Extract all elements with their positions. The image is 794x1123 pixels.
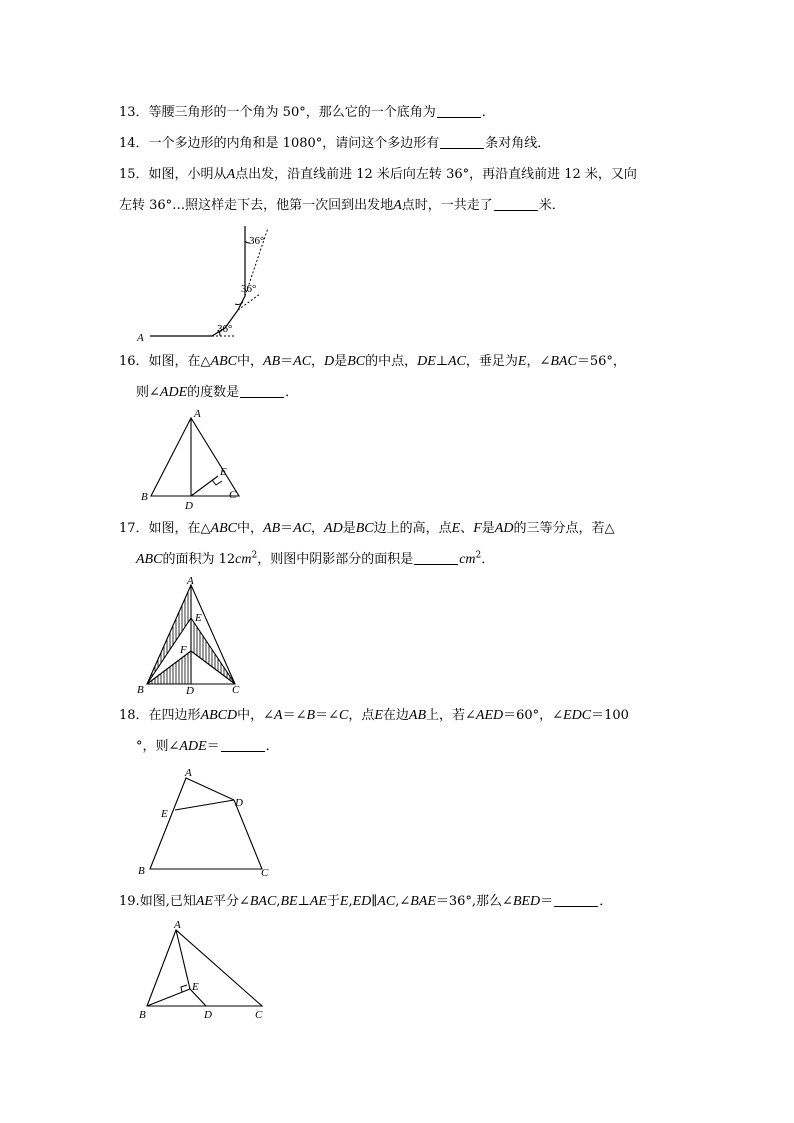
figure-16 — [138, 410, 248, 510]
text: 的面积为 12 — [162, 552, 236, 567]
question-13 — [119, 104, 495, 122]
point-label-B: B — [141, 491, 148, 503]
point-label-A: A — [185, 767, 192, 779]
figure-17 — [130, 576, 250, 698]
point-label-D: D — [235, 797, 243, 809]
question-16-cont — [136, 384, 298, 402]
point-label-D: D — [186, 685, 194, 697]
text: 的三等分点，若△ — [513, 521, 615, 536]
text: 边上的高，点 — [373, 521, 452, 536]
text: ＝∠ — [282, 708, 307, 723]
angle-label-2: 36° — [241, 283, 257, 295]
answer-blank[interactable] — [494, 197, 538, 211]
point-label-E: E — [195, 612, 202, 624]
var: AB — [408, 708, 427, 723]
var: BAE — [410, 894, 436, 909]
var: AE — [309, 894, 327, 909]
point-label-E: E — [161, 808, 168, 820]
text: 的度数是 — [187, 385, 240, 400]
answer-blank[interactable] — [440, 135, 484, 149]
question-number: 13． — [119, 105, 149, 120]
text: ⊥ — [435, 354, 448, 369]
text: ． — [265, 739, 279, 754]
question-18-cont — [136, 738, 279, 756]
var: BED — [512, 894, 541, 909]
point-label-D: D — [185, 500, 193, 512]
var: B — [306, 708, 316, 723]
text: 上，若∠ — [426, 708, 476, 723]
text: 如图，在△ — [148, 354, 211, 369]
figure-19 — [134, 918, 274, 1023]
punct: ． — [481, 105, 495, 120]
var: ED — [352, 894, 372, 909]
question-19 — [119, 893, 612, 911]
path-line — [150, 226, 245, 336]
question-15 — [119, 166, 637, 184]
triangle-ABC — [147, 930, 262, 1006]
question-text: 一个多边形的内角和是 1080°，请问这个多边形有 — [148, 136, 440, 151]
superscript: 2 — [475, 550, 482, 561]
question-14 — [119, 135, 550, 153]
var: D — [324, 354, 335, 369]
var: E — [517, 354, 527, 369]
text: 在四边形 — [148, 708, 201, 723]
var: cm — [459, 552, 476, 567]
text: 如图,已知 — [139, 894, 196, 909]
angle-label-3: 36° — [249, 235, 265, 247]
var: E — [374, 708, 383, 723]
text: ＝60°，∠ — [503, 708, 564, 723]
text: ，垂足为 — [465, 354, 518, 369]
text: ,∠ — [395, 894, 411, 909]
answer-blank[interactable] — [437, 104, 481, 118]
text: ＝36°,那么∠ — [435, 894, 513, 909]
point-label-E: E — [220, 466, 227, 478]
figure-18 — [134, 766, 274, 878]
question-number: 19. — [119, 894, 140, 909]
text: 是 — [342, 521, 356, 536]
superscript: 2 — [251, 550, 258, 561]
point-label-C: C — [261, 867, 269, 879]
var: AED — [475, 708, 504, 723]
var: cm — [235, 552, 252, 567]
question-number: 15． — [119, 167, 149, 182]
quadrilateral-ABCD — [150, 778, 262, 869]
var: A — [393, 198, 402, 213]
question-text: 等腰三角形的一个角为 50°，那么它的一个底角为 — [148, 105, 436, 120]
point-label-C: C — [232, 684, 240, 696]
text: 米． — [538, 198, 565, 213]
var: C — [338, 708, 349, 723]
point-label-B: B — [137, 684, 144, 696]
var: BAC — [550, 354, 577, 369]
text: 如图，小明从 — [148, 167, 227, 182]
point-label-D: D — [204, 1009, 212, 1021]
answer-blank[interactable] — [554, 893, 598, 907]
text: 左转 36°…照这样走下去，他第一次回到出发地 — [119, 198, 394, 213]
question-16 — [119, 353, 626, 371]
var: AD — [494, 521, 514, 536]
text: ， — [311, 521, 325, 536]
var: BAC — [249, 894, 277, 909]
var: A — [226, 167, 236, 182]
extension-2 — [238, 294, 260, 310]
text: 如图，在△ — [148, 521, 211, 536]
segment-BE — [147, 989, 190, 1006]
text: 点时，一共走了 — [401, 198, 493, 213]
text: ， — [311, 354, 325, 369]
var: DE — [417, 354, 436, 369]
var: EDC — [563, 708, 592, 723]
point-label-A: A — [194, 408, 201, 420]
segment-ED — [175, 800, 234, 810]
question-number: 17． — [119, 521, 149, 536]
var: ABC — [210, 354, 237, 369]
text: ． — [599, 894, 613, 909]
text: , — [348, 894, 353, 909]
text: ． — [285, 385, 299, 400]
text: 中，∠ — [237, 708, 275, 723]
text: 在边 — [382, 708, 409, 723]
text: ． — [481, 552, 495, 567]
question-17 — [119, 520, 614, 538]
text: ＝56°， — [576, 354, 626, 369]
text: ，∠ — [526, 354, 551, 369]
point-label-A: A — [137, 332, 144, 344]
var: ADE — [159, 385, 188, 400]
answer-blank[interactable] — [414, 551, 458, 565]
point-label-B: B — [139, 1009, 146, 1021]
text: 平分∠ — [212, 894, 250, 909]
text: 是 — [334, 354, 348, 369]
question-15-cont — [119, 197, 565, 215]
var: ABCD — [200, 708, 238, 723]
text: 则∠ — [136, 385, 160, 400]
point-label-A: A — [187, 575, 194, 587]
triangle-ABC — [151, 418, 239, 496]
question-17-cont — [136, 551, 494, 569]
segment-AE — [176, 930, 190, 989]
text: ∥ — [371, 894, 378, 909]
point-label-C: C — [255, 1009, 263, 1021]
point-label-B: B — [138, 865, 145, 877]
var: BC — [355, 521, 374, 536]
var: BC — [347, 354, 366, 369]
var: F — [473, 521, 482, 536]
var: AC — [377, 894, 396, 909]
text: ＝ — [206, 739, 220, 754]
text: 点出发，沿直线前进 12 米后向左转 36°，再沿直线前进 12 米，又向 — [235, 167, 637, 182]
var: E — [339, 894, 349, 909]
var: AB — [263, 354, 281, 369]
question-number: 16． — [119, 354, 149, 369]
point-label-E: E — [192, 981, 199, 993]
var: ABC — [210, 521, 237, 536]
var: E — [451, 521, 461, 536]
answer-blank[interactable] — [240, 384, 284, 398]
var: AE — [195, 894, 213, 909]
text: ＝ — [280, 354, 294, 369]
var: AC — [293, 354, 312, 369]
var: BE — [280, 894, 298, 909]
var: ADE — [179, 739, 207, 754]
angle-label-1: 36° — [217, 323, 233, 335]
text: 、 — [460, 521, 474, 536]
question-text-end: 条对角线． — [485, 136, 551, 151]
var: AD — [324, 521, 343, 536]
segment-DE — [191, 476, 218, 496]
point-label-F: F — [180, 644, 187, 656]
question-18 — [119, 707, 629, 725]
text: ＝∠ — [315, 708, 339, 723]
text: 的中点， — [365, 354, 418, 369]
var: AB — [263, 521, 281, 536]
figure-15 — [130, 222, 290, 347]
text: 是 — [481, 521, 495, 536]
question-number: 14． — [119, 136, 149, 151]
text: ，则图中阴影部分的面积是 — [257, 552, 414, 567]
text: 中， — [237, 521, 264, 536]
var: AC — [293, 521, 312, 536]
point-label-C: C — [229, 489, 237, 501]
var: A — [274, 708, 283, 723]
text: ＝ — [280, 521, 294, 536]
var: AC — [448, 354, 466, 369]
var: ABC — [136, 552, 163, 567]
answer-blank[interactable] — [221, 738, 265, 752]
text: 中， — [237, 354, 264, 369]
question-number: 18． — [119, 708, 149, 723]
text: ，点 — [348, 708, 375, 723]
text: 于 — [326, 894, 340, 909]
text: , — [276, 894, 281, 909]
text: ＝ — [540, 894, 554, 909]
text: ＝100 — [591, 708, 629, 723]
text: °，则∠ — [136, 739, 180, 754]
point-label-A: A — [174, 919, 181, 931]
text: ⊥ — [297, 894, 310, 909]
right-angle-mark — [212, 480, 222, 485]
